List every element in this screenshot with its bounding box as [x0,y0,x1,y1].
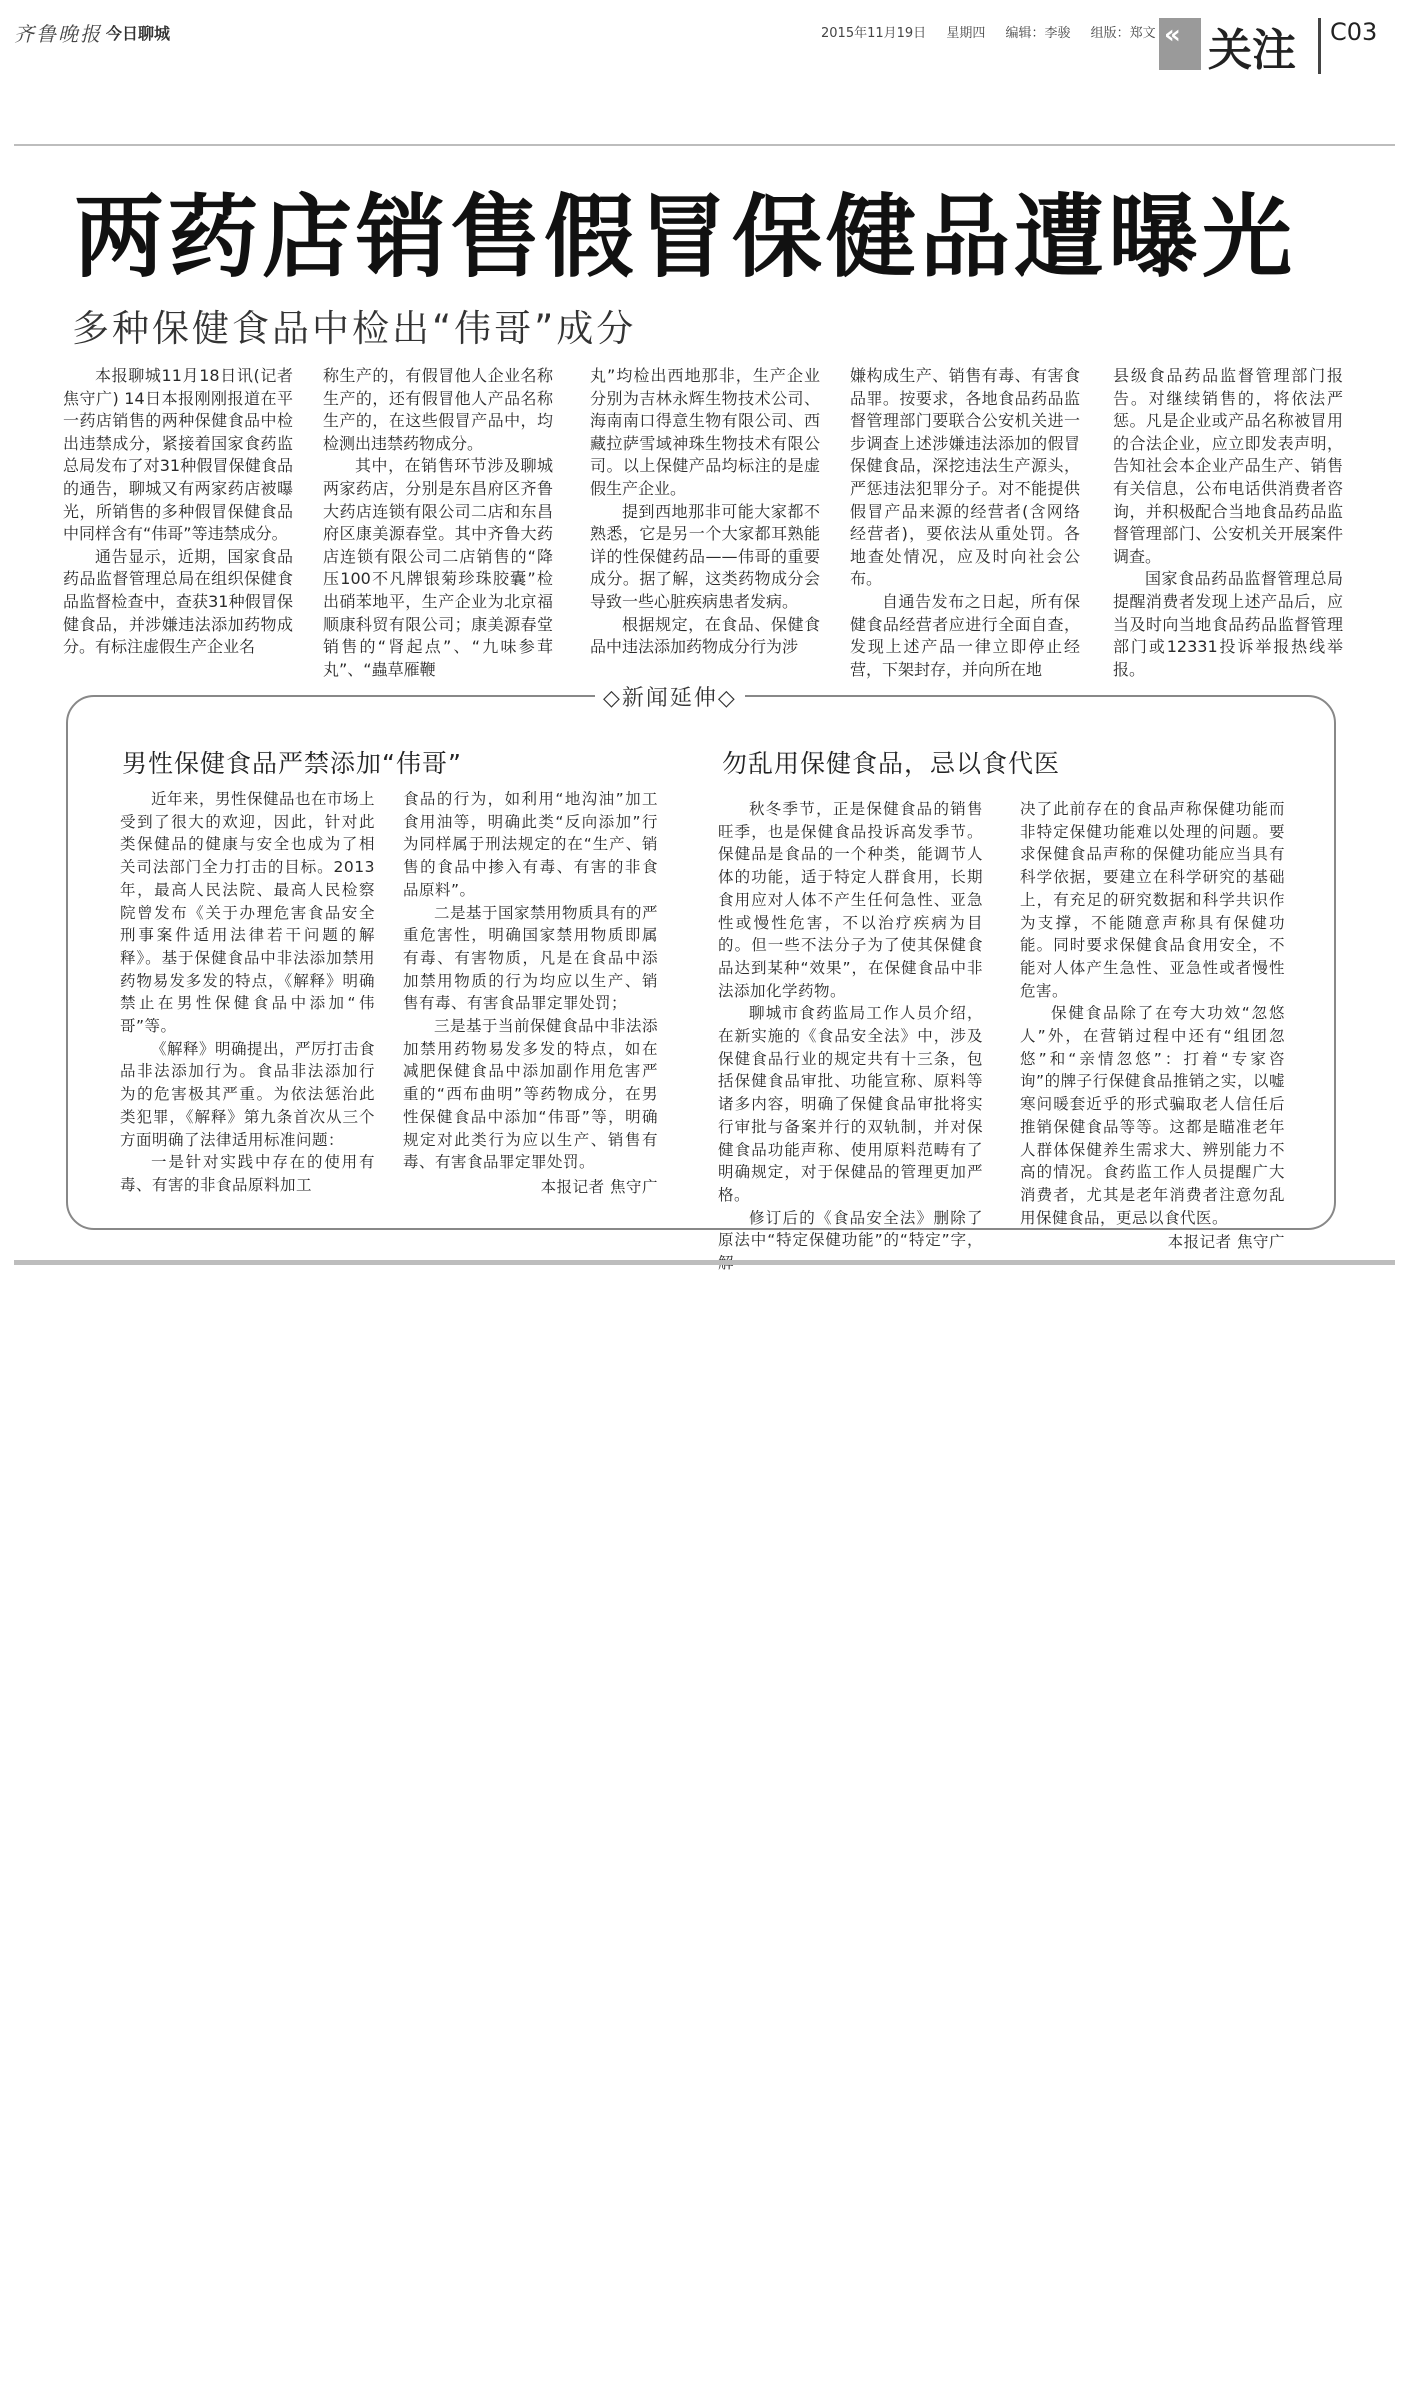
divider [1318,18,1321,74]
paragraph: 提到西地那非可能大家都不熟悉，它是另一个大家都耳熟能详的性保健药品——伟哥的重要成分。据了解，这类药物成分会导致一些心脏疾病患者发病。 [590,501,820,611]
section-name: 今日聊城 [106,24,171,43]
paragraph: 丸”均检出西地那非，生产企业分别为吉林永辉生物技术公司、海南南口得意生物有限公司、西藏拉萨雪域神珠生物技术有限公司。以上保健产品均标注的是虚假生产企业。 [590,366,820,498]
bottom-rule [14,1260,1395,1265]
paragraph: 嫌构成生产、销售有毒、有害食品罪。按要求，各地食品药品监督管理部门要联合公安机关进一步调查上述涉嫌违法添加的假冒保健食品，深挖违法生产源头，严惩违法犯罪分子。对不能提供假冒产品来源的经营者(含网络经营者)，要依法从重处罚。各地查处情况，应及时向社会公布。 [850,366,1080,589]
paragraph: 食品的行为，如利用“地沟油”加工食用油等，明确此类“反向添加”行为同样属于刑法规定的在“生产、销售的食品中掺入有毒、有害的非食品原料”。 [403,790,658,899]
masthead [14,18,1394,78]
paragraph: 聊城市食药监局工作人员介绍，在新实施的《食品安全法》中，涉及保健食品行业的规定共有十三条，包括保健食品审批、功能宣称、原料等诸多内容，明确了保健食品审批将实行审批与备案并行的双轨制，并对保健食品功能声称、使用原料范畴有了明确规定，对于保健品的管理更加严格。 [718,1004,983,1204]
paragraph: 秋冬季节，正是保健食品的销售旺季，也是保健食品投诉高发季节。保健品是食品的一个种类，能调节人体的功能，适于特定人群食用，长期食用应对人体不产生任何急性、亚急性或慢性危害，不以治疗疾病为目的。但一些不法分子为了使其保健食品达到某种“效果”，在保健食品中非法添加化学药物。 [718,800,983,1000]
issue-meta [821,22,1172,41]
paragraph: 一是针对实践中存在的使用有毒、有害的非食品原料加工 [120,1153,375,1194]
sidebar-story-1-title: 男性保健食品严禁添加“伟哥” [122,749,462,778]
paragraph: 保健食品除了在夸大功效“忽悠人”外，在营销过程中还有“组团忽悠”和“亲情忽悠”：打着“专家咨询”的牌子行保健食品推销之实，以嘘寒问暖套近乎的形式骗取老人信任后推销保健食品等等。这都是瞄准老年人群体保健养生需求大、辨别能力不高的情况。食药监工作人员提醒广大消费者，尤其是老年消费者注意勿乱用保健食品，更忌以食代医。 [1020,1004,1285,1227]
paragraph: 通告显示，近期，国家食品药品监督管理总局在组织保健食品监督检查中，查获31种假冒保健食品，并涉嫌违法添加药物成分。有标注虚假生产企业名 [63,546,293,657]
paragraph: 根据规定，在食品、保健食品中违法添加药物成分行为涉 [590,614,820,657]
paragraph: 近年来，男性保健品也在市场上受到了很大的欢迎，因此，针对此类保健品的健康与安全也成为了相关司法部门全力打击的目标。2013年，最高人民法院、最高人民检察院曾发布《关于办理危害食品安全刑事案件适用法律若干问题的解释》。基于保健食品中非法添加禁用药物易发多发的特点，《解释》明确禁止在男性保健食品中添加“伟哥”等。 [120,790,376,1036]
byline: 本报记者 焦守广 [1167,1233,1285,1252]
paragraph: 其中，在销售环节涉及聊城两家药店，分别是东昌府区齐鲁大药店连锁有限公司二店和东昌府区康美源春堂。其中齐鲁大药店连锁有限公司二店销售的“降压100不凡牌银菊珍珠胶囊”检出硝苯地平，生产企业为北京福顺康科贸有限公司；康美源春堂销售的“肾起点”、“九味参茸丸”、“蟲草雁鞭 [323,456,553,679]
sidebar-story-1-column-1 [120,788,375,1197]
editor-credit: 编辑：李骏 [1005,26,1071,41]
paragraph: 《解释》明确提出，严厉打击食品非法添加行为。食品非法添加行为的危害极其严重。为依法惩治此类犯罪，《解释》第九条首次从三个方面明确了法律适用标准问题： [120,1039,376,1149]
sidebar-story-1-column-2 [403,788,658,1199]
column-name: 关注 [1208,25,1296,76]
subheadline: 多种保健食品中检出“伟哥”成分 [72,307,637,350]
paragraph: 称生产的，有假冒他人企业名称生产的，还有假冒他人产品名称生产的，在这些假冒产品中，均检测出违禁药物成分。 [323,366,553,453]
paragraph: 本报聊城11月18日讯(记者 焦守广) 14日本报刚刚报道在平一药店销售的两种保健食品中检出违禁成分，紧接着国家食药监总局发布了对31种假冒保健食品的通告，聊城又有两家药店被曝光，所销售的多种假冒保健食品中同样含有“伟哥”等违禁成分。 [63,366,293,544]
paragraph: 修订后的《食品安全法》删除了原法中“特定保健功能”的“特定”字， [718,1208,983,1250]
article-column-3 [590,365,820,659]
issue-date: 2015年11月19日 [821,26,927,41]
sidebar-story-2-title: 勿乱用保健食品，忌以食代医 [722,749,1061,778]
article-column-1 [63,365,293,659]
article-column-5 [1113,365,1343,681]
headline: 两药店销售假冒保健品遭曝光 [74,185,1296,290]
page-number: C03 [1330,18,1378,46]
paragraph: 三是基于当前保健食品中非法添加禁用药物易发多发的特点，如在减肥保健食品中添加副作用危害严重的“西布曲明”等药物成分，在男性保健食品中添加“伟哥”等，明确规定对此类行为应以生产、销售有毒、有害食品罪定罪处罚。 [403,1017,659,1172]
sidebar-story-2-column-2 [1020,798,1285,1254]
paragraph: 自通告发布之日起，所有保健食品经营者应进行全面自查，发现上述产品一律立即停止经营，下架封存，并向所在地 [850,591,1080,679]
paper-logo: 齐鲁晚报 [14,22,102,46]
paragraph: 县级食品药品监督管理部门报告。对继续销售的，将依法严惩。凡是企业或产品名称被冒用的合法企业，应立即发表声明，告知社会本企业产品生产、销售有关信息，公布电话供消费者咨询，并积极配合当地食品药品监督管理部门、公安机关开展案件调查。 [1113,366,1343,566]
issue-weekday: 星期四 [946,26,986,41]
double-chevron-icon: « [1164,20,1181,50]
article-column-4 [850,365,1080,681]
paragraph: 二是基于国家禁用物质具有的严重危害性，明确国家禁用物质即属有毒、有害物质，凡是在食品中添加禁用物质的行为均应以生产、销售有毒、有害食品罪定罪处罚； [403,903,659,1013]
paragraph: 决了此前存在的食品声称保健功能而非特定保健功能难以处理的问题。要求保健食品声称的保健功能应当具有科学依据，要建立在科学研究的基础上，有充足的研究数据和科学共识作为支撑，不能随意声称具有保健功能。同时要求保健食品食用安全，不能对人体产生急性、亚急性或者慢性危害。 [1020,800,1285,1000]
sidebar-story-2-column-1 [718,798,983,1275]
byline: 本报记者 焦守广 [540,1177,658,1196]
layout-credit: 组版：郑文 [1090,26,1156,41]
news-extension-label: ◇新闻延伸◇ [595,681,745,712]
article-column-2 [323,365,553,681]
paragraph: 国家食品药品监督管理总局提醒消费者发现上述产品后，应当及时向当地食品药品监督管理部门或12331投诉举报热线举报。 [1113,569,1343,679]
top-rule [14,144,1395,146]
